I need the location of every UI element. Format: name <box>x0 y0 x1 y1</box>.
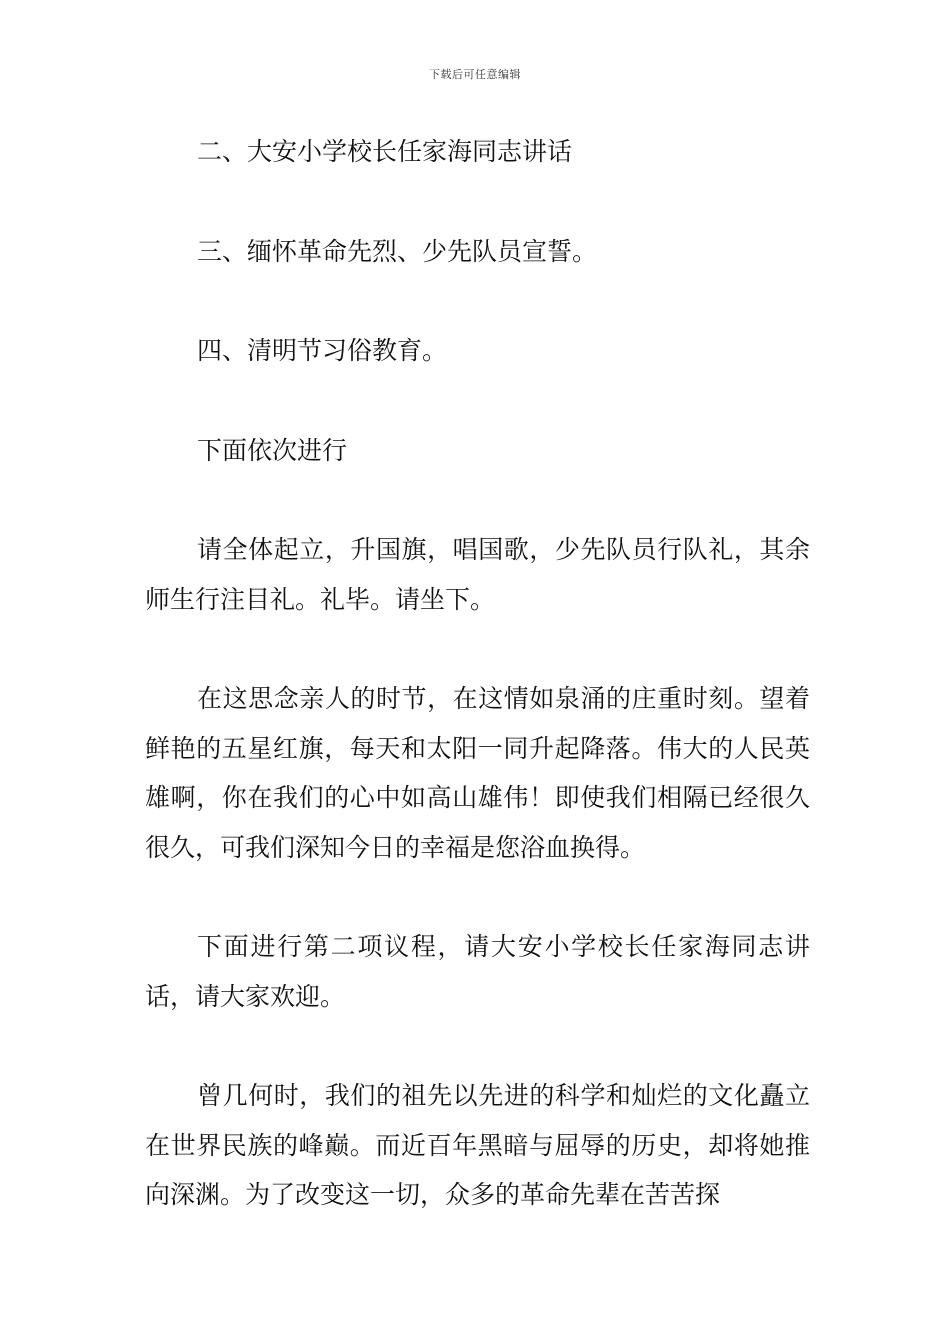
tribute-paragraph: 在这思念亲人的时节，在这情如泉涌的庄重时刻。望着鲜艳的五星红旗，每天和太阳一同升起降落。伟大的人民英雄啊，你在我们的心中如高山雄伟！即使我们相隔已经很久很久，可我们深知今日的幸福是您浴血换得。 <box>145 684 810 862</box>
history-paragraph: 曾几何时，我们的祖先以先进的科学和灿烂的文化矗立在世界民族的峰巅。而近百年黑暗与屈辱的历史，却将她推向深渊。为了改变这一切，众多的革命先辈在苦苦探 <box>145 1081 810 1209</box>
proceed-line: 下面依次进行 <box>197 435 348 465</box>
agenda-item-4: 四、清明节习俗教育。 <box>197 336 448 365</box>
page-header: 下载后可任意编辑 <box>429 68 521 81</box>
agenda-item-3: 三、缅怀革命先烈、少先队员宣誓。 <box>197 236 598 266</box>
agenda-item-2: 二、大安小学校长任家海同志讲话 <box>197 137 573 166</box>
document-body <box>145 127 810 1270</box>
principal-speech-paragraph: 下面进行第二项议程，请大安小学校长任家海同志讲话，请大家欢迎。 <box>145 932 810 1011</box>
flag-ceremony-paragraph: 请全体起立，升国旗，唱国歌，少先队员行队礼，其余师生行注目礼。礼毕。请坐下。 <box>145 535 810 614</box>
